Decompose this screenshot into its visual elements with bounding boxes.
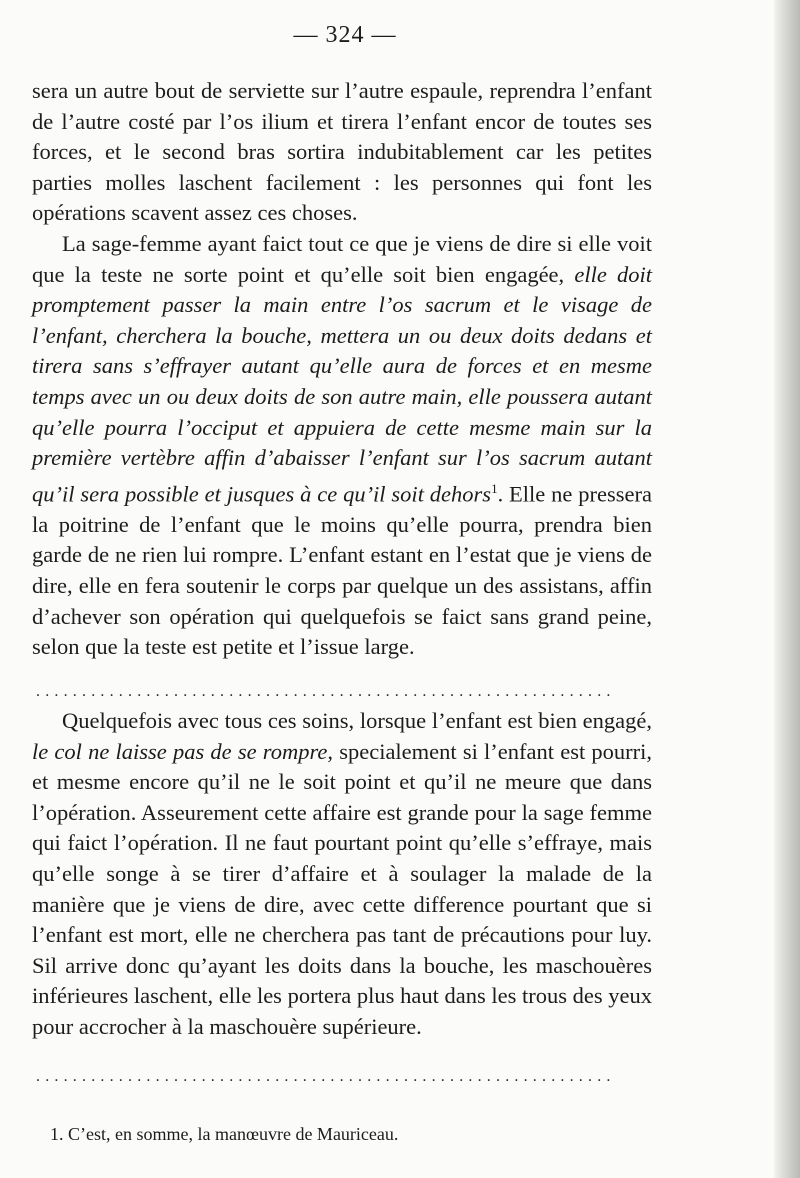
ellipsis-separator-1: ............................................................... [36, 683, 616, 700]
paragraph-3-italic: le col ne laisse pas de se rompre, [32, 738, 334, 764]
paragraph-3 [32, 706, 652, 1043]
paragraph-2 [32, 229, 652, 663]
ellipsis-separator-2: ............................................................... [36, 1068, 616, 1085]
paragraph-sage-femme [32, 229, 652, 663]
paragraph-2-italic: elle doit promptement passer la main entre l’os sacrum et le visage de l’enfant, cherchera la bouche, mettera un ou deux doits dedans et tirera sans s’effrayer autant qu’elle aura de forces et en mesme temps avec un ou deux doits de son autre main, elle poussera autant qu’elle pourra l’occiput et appuiera de cette mesme main sur la première vertèbre affin d’abaisser l’enfant sur l’os sacrum autant qu’il sera possible et jusques à ce qu’il soit dehors [32, 261, 652, 507]
footnote: 1. C’est, en somme, la manœuvre de Mauriceau. [50, 1124, 399, 1144]
paragraph-2-lead: La sage-femme ayant faict tout ce que je viens de dire si elle voit que la teste ne sorte point et qu’elle soit bien engagée, [32, 231, 652, 287]
page-gutter-shadow [774, 0, 800, 1178]
paragraph-3-lead: Quelquefois avec tous ces soins, lorsque l’enfant est bien engagé, [62, 708, 652, 733]
paragraph-continuation [32, 76, 652, 229]
paragraph-quelquefois [32, 706, 652, 1043]
paragraph-2-rest: . Elle ne pressera la poitrine de l’enfant que le moins qu’elle pourra, prendra bien garde de ne rien lui rompre. L’enfant estant en l’estat que je viens de dire, elle en fera soutenir le corps par quelque un des assistans, affin d’achever son opération qui quelquefois se faict sans grand peine, selon que la teste est petite et l’issue large. [32, 481, 652, 660]
paragraph-1: sera un autre bout de serviette sur l’autre espaule, reprendra l’enfant de l’autre costé par l’os ilium et tirera l’enfant encor de toutes ses forces, et le second bras sortira indubitablement car les petites parties molles laschent facilement : les personnes qui font les opérations scavent assez ces choses. [32, 78, 652, 226]
footnote-reference: 1 [491, 480, 498, 496]
page-number: — 324 — [293, 22, 397, 48]
paragraph-3-rest: specialement si l’enfant est pourri, et mesme encore qu’il ne le soit point et qu’il ne meure que dans l’opération. Asseurement cette affaire est grande pour la sage femme qui faict l’opération. Il ne faut pourtant point qu’elle s’effraye, mais qu’elle songe à se tirer d’affaire et à soulager la malade de la manière que je viens de dire, avec cette difference pourtant que si l’enfant est mort, elle ne cherchera pas tant de précautions pour luy. Sil arrive donc qu’ayant les doits dans la bouche, les maschouères inférieures laschent, elle les portera plus haut dans les trous des yeux pour accrocher à la maschouère supérieure. [32, 738, 653, 1039]
